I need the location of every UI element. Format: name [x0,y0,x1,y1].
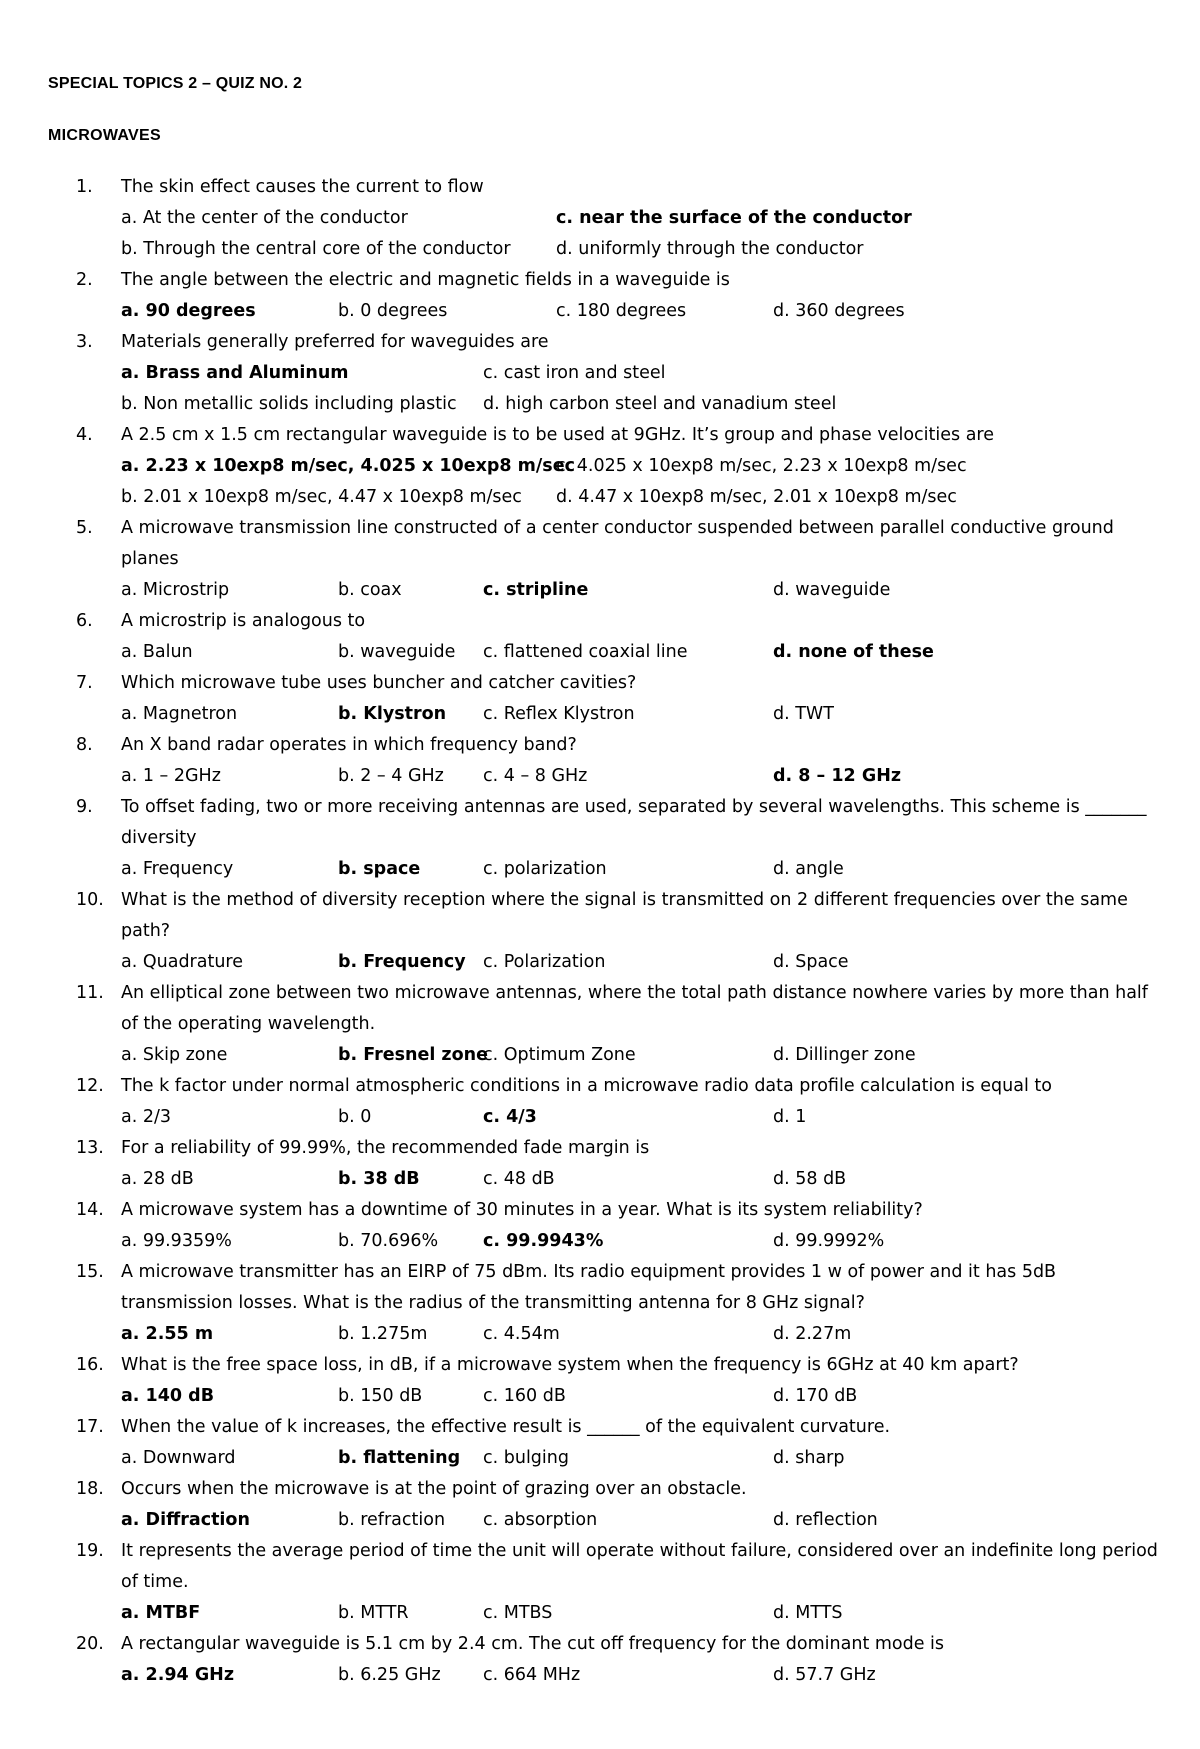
question-number: 1. [76,177,93,197]
answer-choice: c. Polarization [483,952,606,972]
answer-choice: c. 4 – 8 GHz [483,766,588,786]
answer-choice: a. At the center of the conductor [121,208,408,228]
question-item [0,978,1200,1071]
answer-choice: b. waveguide [338,642,456,662]
choice-row [0,296,1200,327]
question-item [0,1629,1200,1691]
choice-row [0,854,1200,885]
question-text: Which microwave tube uses buncher and catcher cavities? [121,673,637,693]
answer-choice: d. Dillinger zone [773,1045,916,1065]
answer-choice: a. 90 degrees [121,301,256,321]
question-number: 4. [76,425,93,445]
choice-row [0,1319,1200,1350]
answer-choice: a. Downward [121,1448,236,1468]
question-number: 17. [76,1417,104,1437]
question-text: The k factor under normal atmospheric conditions in a microwave radio data profile calculation is equal to [121,1076,1052,1096]
question-line [0,1195,1200,1226]
question-text: A microwave system has a downtime of 30 minutes in a year. What is its system reliability? [121,1200,923,1220]
question-line [0,1412,1200,1443]
question-item [0,1071,1200,1133]
answer-choice: d. 2.27m [773,1324,852,1344]
answer-choice: c. 664 MHz [483,1665,581,1685]
answer-choice: c. polarization [483,859,607,879]
question-line [0,1071,1200,1102]
answer-choice: b. Non metallic solids including plastic [121,394,457,414]
answer-choice: c. MTBS [483,1603,553,1623]
question-item [0,172,1200,265]
answer-choice: b. MTTR [338,1603,409,1623]
question-text: For a reliability of 99.99%, the recommended fade margin is [121,1138,650,1158]
question-text: To offset fading, two or more receiving antennas are used, separated by several wavelengths. This scheme is _______ diversity [121,797,1147,848]
question-number: 6. [76,611,93,631]
answer-choice: b. Fresnel zone [338,1045,488,1065]
answer-choice: b. Klystron [338,704,447,724]
question-number: 2. [76,270,93,290]
question-text: What is the method of diversity reception where the signal is transmitted on 2 different frequencies over the same path? [121,890,1128,941]
question-line [0,978,1200,1040]
choice-row [0,637,1200,668]
choice-row [0,1443,1200,1474]
answer-choice: d. 4.47 x 10exp8 m/sec, 2.01 x 10exp8 m/sec [556,487,957,507]
question-line [0,420,1200,451]
question-number: 20. [76,1634,104,1654]
answer-choice: a. Quadrature [121,952,243,972]
answer-choice: d. high carbon steel and vanadium steel [483,394,837,414]
answer-choice: a. 140 dB [121,1386,215,1406]
question-number: 19. [76,1541,104,1561]
question-line [0,1474,1200,1505]
choice-row [0,761,1200,792]
choice-row [0,699,1200,730]
question-item [0,327,1200,420]
question-line [0,1133,1200,1164]
question-line [0,668,1200,699]
answer-choice: c. 4.025 x 10exp8 m/sec, 2.23 x 10exp8 m/sec [556,456,967,476]
answer-choice: d. 170 dB [773,1386,858,1406]
question-number: 15. [76,1262,104,1282]
question-text: A microwave transmitter has an EIRP of 75 dBm. Its radio equipment provides 1 w of power and it has 5dB transmission losses. What is the radius of the transmitting antenna for 8 GHz signal? [121,1262,1057,1313]
question-line [0,513,1200,575]
answer-choice: a. 2.94 GHz [121,1665,235,1685]
answer-choice: b. 2.01 x 10exp8 m/sec, 4.47 x 10exp8 m/sec [121,487,522,507]
answer-choice: d. none of these [773,642,934,662]
question-text: Occurs when the microwave is at the point of grazing over an obstacle. [121,1479,747,1499]
question-text: Materials generally preferred for waveguides are [121,332,549,352]
answer-choice: c. flattened coaxial line [483,642,688,662]
answer-choice: c. 4.54m [483,1324,560,1344]
question-text: A microstrip is analogous to [121,611,366,631]
answer-choice: a. Frequency [121,859,234,879]
choice-row [0,1660,1200,1691]
answer-choice: b. 38 dB [338,1169,420,1189]
answer-choice: d. sharp [773,1448,845,1468]
answer-choice: c. 48 dB [483,1169,555,1189]
choice-row [0,1040,1200,1071]
answer-choice: a. Balun [121,642,193,662]
answer-choice: c. Optimum Zone [483,1045,636,1065]
question-number: 12. [76,1076,104,1096]
question-item [0,1195,1200,1257]
choice-row [0,203,1200,234]
question-text: What is the free space loss, in dB, if a microwave system when the frequency is 6GHz at 40 km apart? [121,1355,1019,1375]
question-line [0,885,1200,947]
answer-choice: a. Microstrip [121,580,230,600]
answer-choice: b. 0 [338,1107,372,1127]
answer-choice: b. flattening [338,1448,461,1468]
question-number: 18. [76,1479,104,1499]
answer-choice: b. 1.275m [338,1324,428,1344]
question-number: 8. [76,735,93,755]
choice-row [0,234,1200,265]
answer-choice: d. 99.9992% [773,1231,885,1251]
answer-choice: b. 0 degrees [338,301,448,321]
question-item [0,1350,1200,1412]
answer-choice: a. 1 – 2GHz [121,766,221,786]
question-text: An X band radar operates in which frequency band? [121,735,577,755]
question-item [0,1257,1200,1350]
question-item [0,1412,1200,1474]
answer-choice: a. 99.9359% [121,1231,232,1251]
section-heading: MICROWAVES [48,127,161,144]
question-number: 7. [76,673,93,693]
answer-choice: d. waveguide [773,580,891,600]
question-text: A rectangular waveguide is 5.1 cm by 2.4 cm. The cut off frequency for the dominant mode is [121,1634,945,1654]
question-item [0,1133,1200,1195]
answer-choice: c. 4/3 [483,1107,537,1127]
answer-choice: b. space [338,859,421,879]
question-number: 11. [76,983,104,1003]
answer-choice: d. Space [773,952,849,972]
answer-choice: d. uniformly through the conductor [556,239,864,259]
answer-choice: b. 6.25 GHz [338,1665,441,1685]
question-item [0,265,1200,327]
question-item [0,606,1200,668]
answer-choice: c. 99.9943% [483,1231,604,1251]
question-line [0,1257,1200,1319]
choice-row [0,1102,1200,1133]
answer-choice: a. Magnetron [121,704,238,724]
question-text: An elliptical zone between two microwave antennas, where the total path distance nowhere varies by more than half of the operating wavelength. [121,983,1148,1034]
choice-row [0,947,1200,978]
question-text: When the value of k increases, the effective result is ______ of the equivalent curvature. [121,1417,891,1437]
answer-choice: b. coax [338,580,402,600]
answer-choice: c. absorption [483,1510,598,1530]
question-number: 10. [76,890,104,910]
choice-row [0,451,1200,482]
answer-choice: a. 28 dB [121,1169,194,1189]
question-number: 3. [76,332,93,352]
choice-row [0,1226,1200,1257]
question-item [0,1536,1200,1629]
answer-choice: a. MTBF [121,1603,201,1623]
question-list [0,172,1200,1691]
choice-row [0,358,1200,389]
question-text: A 2.5 cm x 1.5 cm rectangular waveguide is to be used at 9GHz. It’s group and phase velocities are [121,425,995,445]
answer-choice: a. 2.23 x 10exp8 m/sec, 4.025 x 10exp8 m/sec [121,456,575,476]
answer-choice: d. 8 – 12 GHz [773,766,902,786]
answer-choice: a. Skip zone [121,1045,228,1065]
question-text: It represents the average period of time the unit will operate without failure, considered over an indefinite long period of time. [121,1541,1158,1592]
page-title: SPECIAL TOPICS 2 – QUIZ NO. 2 [48,75,303,92]
answer-choice: b. Frequency [338,952,466,972]
question-number: 14. [76,1200,104,1220]
answer-choice: b. 2 – 4 GHz [338,766,444,786]
choice-row [0,482,1200,513]
answer-choice: d. MTTS [773,1603,843,1623]
question-text: A microwave transmission line constructed of a center conductor suspended between parallel conductive ground planes [121,518,1114,569]
question-line [0,606,1200,637]
answer-choice: b. 150 dB [338,1386,423,1406]
question-line [0,1536,1200,1598]
choice-row [0,1505,1200,1536]
choice-row [0,1164,1200,1195]
question-item [0,668,1200,730]
question-line [0,792,1200,854]
answer-choice: b. 70.696% [338,1231,439,1251]
answer-choice: d. 57.7 GHz [773,1665,876,1685]
answer-choice: d. TWT [773,704,834,724]
answer-choice: c. near the surface of the conductor [556,208,912,228]
answer-choice: a. 2/3 [121,1107,172,1127]
question-item [0,792,1200,885]
question-line [0,1350,1200,1381]
question-item [0,730,1200,792]
question-number: 13. [76,1138,104,1158]
question-line [0,1629,1200,1660]
answer-choice: c. stripline [483,580,589,600]
answer-choice: b. Through the central core of the conductor [121,239,511,259]
answer-choice: c. cast iron and steel [483,363,666,383]
question-item [0,885,1200,978]
answer-choice: d. reflection [773,1510,878,1530]
choice-row [0,575,1200,606]
answer-choice: c. bulging [483,1448,569,1468]
question-number: 16. [76,1355,104,1375]
question-number: 9. [76,797,93,817]
answer-choice: c. Reflex Klystron [483,704,635,724]
choice-row [0,1381,1200,1412]
answer-choice: b. refraction [338,1510,446,1530]
question-item [0,420,1200,513]
answer-choice: d. 58 dB [773,1169,847,1189]
question-text: The skin effect causes the current to flow [121,177,484,197]
question-text: The angle between the electric and magnetic fields in a waveguide is [121,270,730,290]
question-number: 5. [76,518,93,538]
answer-choice: a. Diffraction [121,1510,250,1530]
answer-choice: c. 180 degrees [556,301,687,321]
question-line [0,172,1200,203]
question-item [0,1474,1200,1536]
answer-choice: d. angle [773,859,844,879]
answer-choice: c. 160 dB [483,1386,566,1406]
answer-choice: a. 2.55 m [121,1324,214,1344]
answer-choice: d. 360 degrees [773,301,905,321]
question-line [0,265,1200,296]
choice-row [0,1598,1200,1629]
question-line [0,327,1200,358]
answer-choice: d. 1 [773,1107,807,1127]
question-item [0,513,1200,606]
choice-row [0,389,1200,420]
answer-choice: a. Brass and Aluminum [121,363,349,383]
question-line [0,730,1200,761]
